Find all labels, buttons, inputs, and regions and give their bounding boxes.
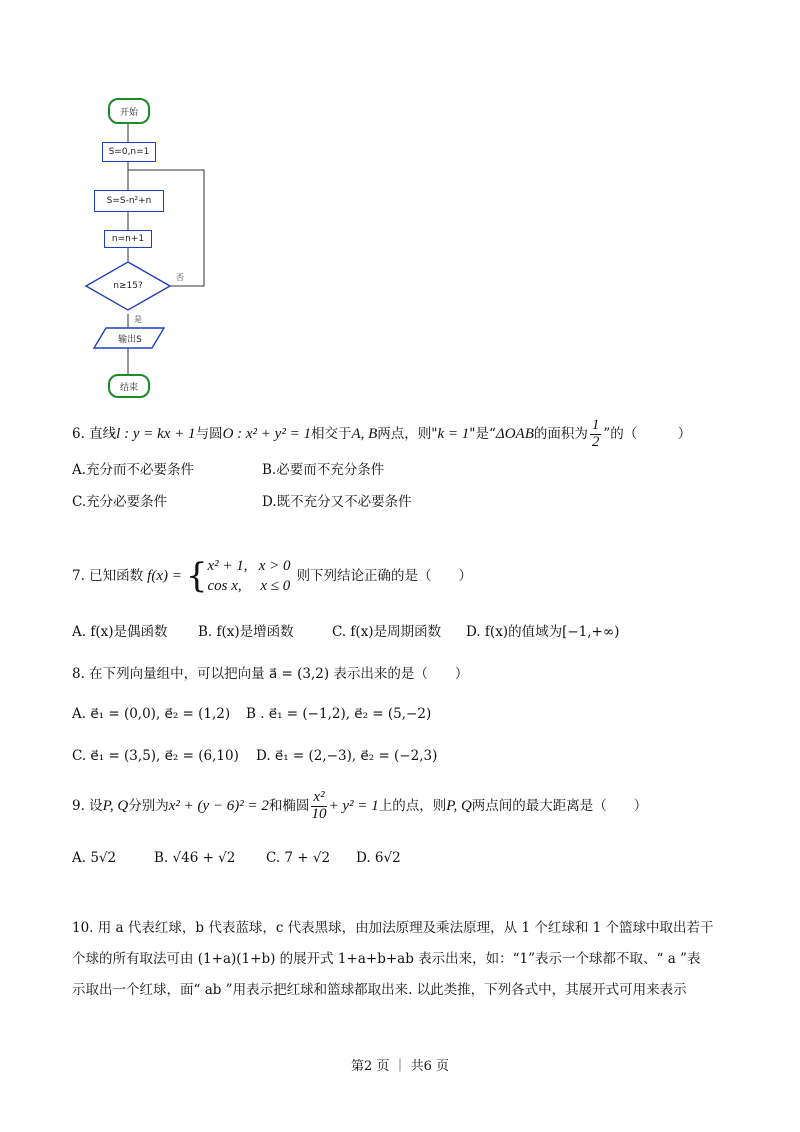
q7-option-d: D. f(x)的值域为[−1,+∞) — [466, 624, 620, 640]
piecewise-brace: { — [185, 556, 208, 597]
q8-option-b: B . e⃗₁ = (−1,2), e⃗₂ = (5,−2) — [246, 706, 432, 722]
q9-option-a: A. 5√2 — [72, 850, 117, 866]
flowchart-connectors — [80, 92, 250, 412]
q9-option-b: B. √46 + √2 — [154, 850, 236, 866]
condition-label: n≥15? — [113, 281, 143, 291]
q6-option-a: A.充分而不必要条件 — [72, 462, 195, 478]
start-node: 开始 — [108, 98, 150, 124]
q7-option-b: B. f(x)是增函数 — [198, 624, 294, 640]
q7-option-a: A. f(x)是偶函数 — [72, 624, 168, 640]
page-footer: 第2 页 ｜ 共6 页 — [350, 1059, 450, 1074]
end-node: 结束 — [108, 374, 150, 398]
q7-option-c: C. f(x)是周期函数 — [332, 624, 442, 640]
q6-option-c: C.充分必要条件 — [72, 494, 168, 510]
q6-option-b: B.必要而不充分条件 — [262, 462, 385, 478]
output-label: 输出S — [118, 334, 142, 345]
yes-label: 是 — [134, 315, 142, 324]
flowchart — [80, 92, 250, 412]
update-node: S=S-n²+n — [94, 190, 164, 212]
question-6-stem: 6. 直线l : y = kx + 1与圆O : x² + y² = 1相交于A, B两点，则"k = 1"是“ΔOAB的面积为 $\frac{1}{2}$ ”的（ ） — [72, 417, 692, 450]
question-7-stem: 7. 已知函数 f(x) = { x² + 1, x > 0 cos x, x ≤ 0 则下列结论正确的是（ ） — [72, 556, 473, 597]
fraction-x2-over-10: $\frac{\text{x²}}{10}$ — [311, 789, 327, 822]
fraction-half: $\frac{1}{2}$ — [591, 417, 600, 450]
question-8-stem: 8. 在下列向量组中，可以把向量 a⃗ = (3,2) 表示出来的是（ ） — [72, 666, 469, 682]
q9-option-d: D. 6√2 — [356, 850, 401, 866]
increment-node: n=n+1 — [104, 230, 152, 248]
q10-line-1: 10. 用 a 代表红球，b 代表蓝球，c 代表黑球，由加法原理及乘法原理，从 1 个红球和 1 个篮球中取出若干 — [72, 920, 714, 936]
q10-line-3: 示取出一个红球，面“ ab ”用表示把红球和篮球都取出来. 以此类推，下列各式中，其展开式可用来表示 — [72, 982, 687, 998]
no-label: 否 — [176, 273, 184, 282]
question-9-stem: 9. 设 P, Q 分别为 x² + (y − 6)² = 2 和椭圆 $\frac{\text{x²}}{10}$ + y² = 1 上的点，则 P, Q 两点间的最大距离是（ ） — [72, 789, 648, 822]
piecewise-cases: x² + 1, x > 0 cos x, x ≤ 0 — [207, 558, 291, 595]
q6-option-d: D.既不充分又不必要条件 — [262, 494, 412, 510]
init-node: S=0,n=1 — [102, 142, 156, 162]
q9-option-c: C. 7 + √2 — [266, 850, 331, 866]
q8-option-d: D. e⃗₁ = (2,−3), e⃗₂ = (−2,3) — [256, 748, 438, 764]
q10-line-2: 个球的所有取法可由 (1+a)(1+b) 的展开式 1+a+b+ab 表示出来，如：“1”表示一个球都不取、“ a ”表 — [72, 951, 701, 967]
question-10-text — [72, 913, 728, 1006]
q8-option-c: C. e⃗₁ = (3,5), e⃗₂ = (6,10) — [72, 748, 239, 764]
q8-option-a: A. e⃗₁ = (0,0), e⃗₂ = (1,2) — [72, 706, 231, 722]
